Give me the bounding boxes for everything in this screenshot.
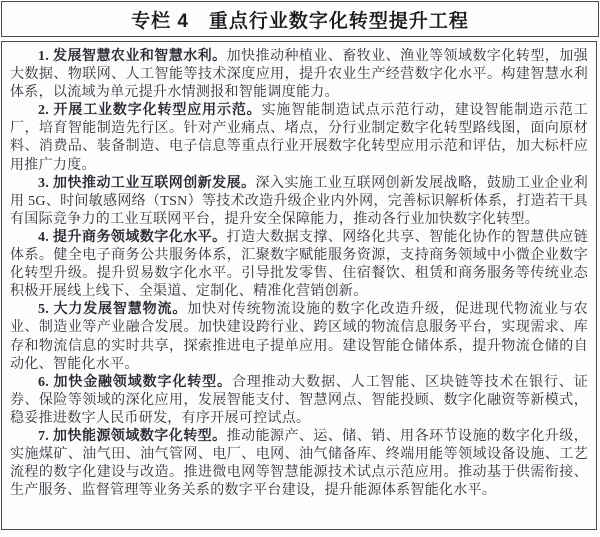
column-title: 专栏 4 重点行业数字化转型提升工程	[131, 10, 469, 32]
paragraph	[10, 102, 588, 174]
paragraph-text: 合理推动大数据、人工智能、区块链等技术在银行、证券、保险等领域的深化应用，发展智能支付、智慧网点、智能投顾、数字化融资等新模式，稳妥推进数字人民币研发，有序开展可控试点。	[10, 374, 589, 426]
paragraph-text: 推动能源产、运、储、销、用各环节设施的数字化升级，实施煤矿、油气田、油气管网、电厂、电网、油气储备库、终端用能等领域设备设施、工艺流程的数字化建设与改造。推进微电网等智慧能源技术试点示范应用。推动基于供需衔接、生产服务、监督管理等业务关系的数字平台建设，提升能源体系智能化水平。	[10, 428, 588, 499]
paragraph-lead: 7. 加快能源领域数字化转型。	[38, 428, 227, 444]
paragraph-lead: 3. 加快推动工业互联网创新发展。	[38, 175, 256, 191]
paragraph-lead: 2. 开展工业数字化转型应用示范。	[38, 103, 262, 119]
paragraph-lead: 6. 加快金融领域数字化转型。	[38, 374, 232, 390]
paragraph	[10, 48, 588, 102]
paragraph	[10, 175, 588, 229]
paragraph-lead: 1. 发展智慧农业和智慧水利。	[38, 49, 227, 64]
paragraph-text: 加快推动种植业、畜牧业、渔业等领域数字化转型，加强大数据、物联网、人工智能等技术深度应用，提升农业生产经营数字化水平。构建智慧水利体系，以流域为单元提升水情测报和智能调度能力。	[10, 49, 588, 101]
column-body-box	[1, 41, 597, 530]
paragraph-text: 打造大数据支撑、网络化共享、智能化协作的智慧供应链体系。健全电子商务公共服务体系，汇聚数字赋能服务资源，支持商务领域中小微企业数字化转型升级。提升贸易数字化水平。引导批发零售、住宿餐饮、租赁和商务服务等传统业态积极开展线上线下、全渠道、定制化、精准化营销创新。	[10, 229, 588, 300]
paragraph-lead: 5. 大力发展智慧物流。	[38, 302, 188, 318]
paragraph-text: 加快对传统物流设施的数字化改造升级，促进现代物流业与农业、制造业等产业融合发展。加快建设跨行业、跨区域的物流信息服务平台，实现需求、库存和物流信息的实时共享，探索推进电子提单应用。建设智能仓储体系，提升物流仓储的自动化、智能化水平。	[10, 302, 588, 372]
paragraph-text: 实施智能制造试点示范行动，建设智能制造示范工厂，培育智能制造先行区。针对产业痛点、堵点，分行业制定数字化转型路线图，面向原材料、消费品、装备制造、电子信息等重点行业开展数字化转型应用示范和评估，加大标杆应用推广力度。	[10, 103, 588, 173]
paragraph	[10, 428, 588, 500]
paragraph	[10, 301, 588, 373]
paragraph	[10, 374, 588, 428]
column-title-box	[1, 1, 599, 37]
paragraph-text: 深入实施工业互联网创新发展战略，鼓励工业企业利用 5G、时间敏感网络（TSN）等技术改造升级企业内外网，完善标识解析体系，打造若干具有国际竞争力的工业互联网平台，提升安全保障能力，推动各行业加快数字化转型。	[10, 175, 588, 227]
paragraph-lead: 4. 提升商务领域数字化水平。	[38, 229, 227, 245]
paragraph	[10, 229, 588, 301]
